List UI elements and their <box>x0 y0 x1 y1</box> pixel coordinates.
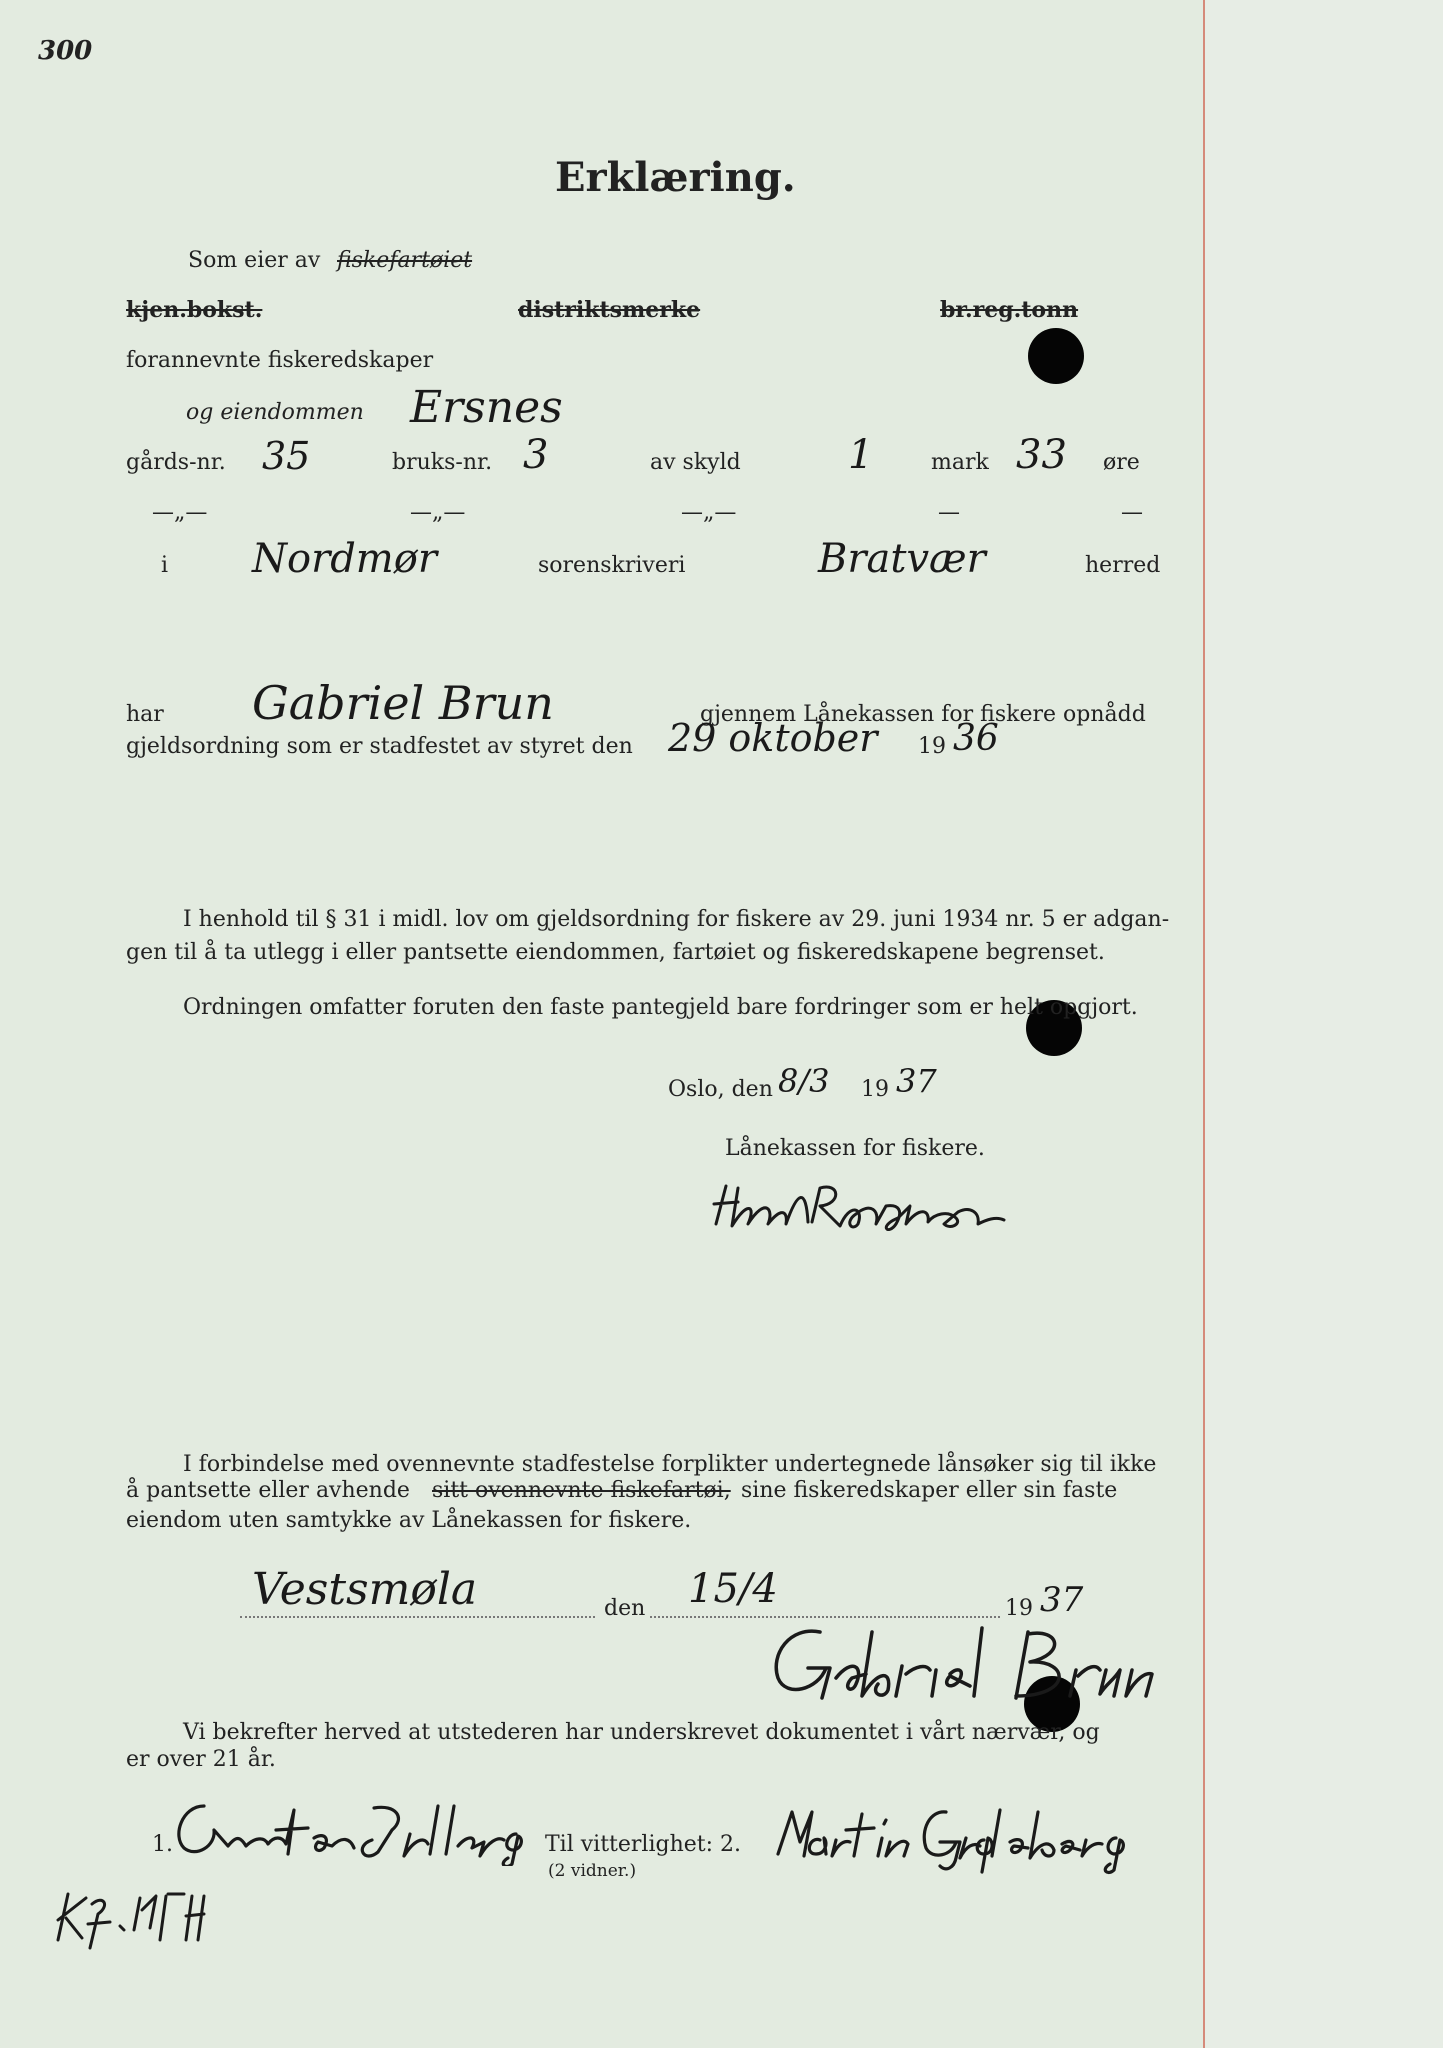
mark-value-handwritten: 1 <box>848 432 874 478</box>
fishing-gear-label: forannevnte fiskeredskaper <box>126 348 434 373</box>
sorenskriveri-label: sorenskriveri <box>538 553 686 578</box>
den-label: den <box>604 1596 646 1621</box>
witness-line2: er over 21 år. <box>126 1747 276 1772</box>
witness-line1: Vi bekrefter herved at utstederen har underskrevet dokumentet i vårt nærvær, og <box>183 1720 1100 1745</box>
struck-kjen-bokst: kjen.bokst. <box>126 297 263 323</box>
property-name-handwritten: Ersnes <box>410 382 563 433</box>
oslo-year-prefix: 19 <box>861 1077 889 1102</box>
holding-number-handwritten: 3 <box>523 432 549 478</box>
borrower-signature-icon <box>760 1618 1210 1708</box>
ditto-mark: — <box>1121 500 1143 525</box>
ditto-mark: —„— <box>410 500 466 525</box>
signing-year-handwritten: 37 <box>1040 1580 1084 1620</box>
in-label: i <box>161 553 169 578</box>
signing-date-handwritten: 15/4 <box>688 1566 778 1612</box>
scope-paragraph: Ordningen omfatter foruten den faste pantegjeld bare fordringer som er helt opgjort. <box>183 995 1138 1020</box>
struck-vessel: fiskefartøiet <box>337 248 473 273</box>
through-lanekassen: gjennem Lånekassen for fiskere opnådd <box>700 702 1146 727</box>
commitment-line1: I forbindelse med ovennevnte stadfestelse forplikter undertegnede lånsøker sig til ikke <box>183 1452 1157 1477</box>
mark-label: mark <box>931 450 989 475</box>
ditto-mark: — <box>938 500 960 525</box>
commitment-struck-vessel: sitt ovennevnte fiskefartøi, <box>432 1478 731 1503</box>
farm-number-label: gårds-nr. <box>126 450 226 475</box>
settlement-date-handwritten: 29 oktober <box>668 716 878 760</box>
tax-value-label: av skyld <box>650 450 741 475</box>
commitment-line2-start: å pantsette eller avhende <box>126 1478 410 1503</box>
witness1-signature-icon <box>168 1796 548 1866</box>
herred-label: herred <box>1085 553 1161 578</box>
bottom-notation-icon <box>48 1884 228 1954</box>
page-number: 300 <box>38 36 93 66</box>
district-handwritten: Nordmør <box>252 536 437 582</box>
year-prefix: 19 <box>918 734 946 759</box>
property-label: og eiendommen <box>186 400 364 425</box>
punch-hole-icon <box>1028 328 1084 384</box>
signing-year-prefix: 19 <box>1005 1596 1033 1621</box>
commitment-line2-end: sine fiskeredskaper eller sin faste <box>741 1478 1118 1503</box>
holding-number-label: bruks-nr. <box>392 450 493 475</box>
debt-settlement-label: gjeldsordning som er stadfestet av styret den <box>126 734 633 759</box>
institution-name: Lånekassen for fiskere. <box>725 1136 985 1161</box>
year-suffix-handwritten: 36 <box>953 718 999 759</box>
ore-value-handwritten: 33 <box>1016 432 1067 478</box>
struck-reg-tonnage: br.reg.tonn <box>940 297 1079 323</box>
right-margin-area <box>1205 0 1443 2048</box>
document-title: Erklæring. <box>555 154 796 201</box>
oslo-date-label: Oslo, den <box>668 1077 773 1102</box>
ditto-mark: —„— <box>152 500 208 525</box>
oslo-date-handwritten: 8/3 <box>778 1062 830 1100</box>
commitment-line3: eiendom uten samtykke av Lånekassen for fiskere. <box>126 1508 692 1533</box>
farm-number-handwritten: 35 <box>262 434 311 478</box>
legal-paragraph-line2: gen til å ta utlegg i eller pantsette eiendommen, fartøiet og fiskeredskapene begrenset. <box>126 940 1105 965</box>
witness-number-1: 1. <box>152 1832 173 1857</box>
ditto-mark: —„— <box>681 500 737 525</box>
two-witnesses-note: (2 vidner.) <box>548 1861 637 1881</box>
witness-label: Til vitterlighet: 2. <box>545 1832 742 1857</box>
ore-label: øre <box>1103 450 1140 475</box>
witness2-signature-icon <box>770 1800 1150 1880</box>
oslo-year-handwritten: 37 <box>896 1062 937 1100</box>
red-margin-line <box>1203 0 1205 2048</box>
struck-district-mark: distriktsmerke <box>518 297 701 323</box>
municipality-handwritten: Bratvær <box>818 536 986 582</box>
owner-of-label: Som eier av <box>188 248 321 273</box>
signing-place-handwritten: Vestsmøla <box>252 1564 478 1615</box>
place-dotted-line <box>240 1616 595 1618</box>
institution-signature-icon <box>708 1166 1008 1246</box>
has-label: har <box>126 702 164 727</box>
legal-paragraph-line1: I henhold til § 31 i midl. lov om gjeldsordning for fiskere av 29. juni 1934 nr. 5 er adgan- <box>183 907 1170 932</box>
debtor-name-handwritten: Gabriel Brun <box>252 676 554 730</box>
